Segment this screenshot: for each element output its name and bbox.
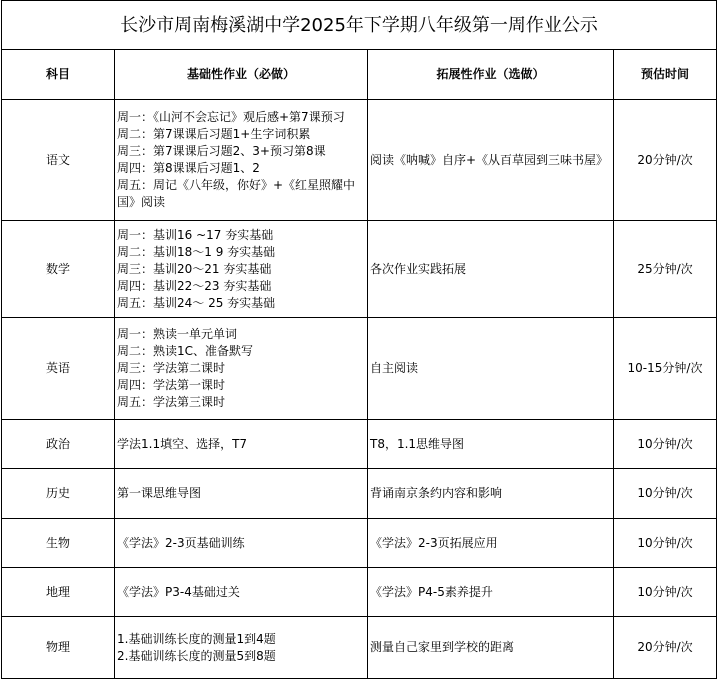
extension-cell: 测量自己家里到学校的距离 [368, 617, 614, 679]
subject-cell: 英语 [2, 318, 115, 420]
basic-line: 周五：学法第三课时 [117, 395, 226, 409]
basic-line: 第一课思维导图 [117, 486, 202, 500]
basic-cell [115, 318, 368, 420]
basic-line: 《学法》2-3页基础训练 [117, 535, 245, 550]
basic-cell [115, 617, 368, 679]
time-cell: 10分钟/次 [614, 568, 717, 617]
extension-cell: 阅读《呐喊》自序+《从百草园到三味书屋》 [368, 100, 614, 221]
header-time: 预估时间 [614, 50, 717, 100]
subject-cell: 物理 [2, 617, 115, 679]
header-row [2, 50, 717, 100]
time-cell: 20分钟/次 [614, 100, 717, 221]
table-row [2, 420, 717, 469]
extension-cell: 《学法》2-3页拓展应用 [368, 519, 614, 568]
table-row [2, 568, 717, 617]
title-row [2, 1, 717, 50]
subject-cell: 数学 [2, 221, 115, 318]
basic-cell [115, 568, 368, 617]
basic-line: 周四：学法第一课时 [117, 378, 226, 392]
subject-cell: 语文 [2, 100, 115, 221]
basic-line: 1.基础训练长度的测量1到4题 [117, 631, 276, 646]
basic-line: 周二：基训18～1 9 夯实基础 [117, 244, 276, 259]
header-basic: 基础性作业（必做） [115, 50, 368, 100]
time-cell: 10-15分钟/次 [614, 318, 717, 420]
time-cell: 10分钟/次 [614, 469, 717, 519]
time-cell: 10分钟/次 [614, 420, 717, 469]
basic-line: 周二：第7课课后习题1+生字词积累 [117, 127, 311, 141]
subject-cell: 历史 [2, 469, 115, 519]
basic-line: 周三：基训20～21 夯实基础 [117, 261, 272, 276]
basic-line: 周四：基训22～23 夯实基础 [117, 278, 272, 293]
table-row [2, 100, 717, 221]
basic-cell [115, 100, 368, 221]
extension-cell: 各次作业实践拓展 [368, 221, 614, 318]
basic-cell [115, 420, 368, 469]
basic-line: 周三：第7课课后习题2、3+预习第8课 [117, 144, 326, 158]
subject-cell: 地理 [2, 568, 115, 617]
subject-cell: 政治 [2, 420, 115, 469]
table-row [2, 469, 717, 519]
homework-table [1, 0, 717, 679]
page-title: 长沙市周南梅溪湖中学2025年下学期八年级第一周作业公示 [2, 1, 717, 50]
header-extension: 拓展性作业（选做） [368, 50, 614, 100]
extension-cell: 背诵南京条约内容和影响 [368, 469, 614, 519]
extension-cell: 《学法》P4-5素养提升 [368, 568, 614, 617]
basic-cell [115, 221, 368, 318]
basic-line: 周三：学法第二课时 [117, 361, 226, 375]
basic-line: 周五：基训24～ 25 夯实基础 [117, 295, 276, 310]
basic-line: 周一：《山河不会忘记》观后感+第7课预习 [117, 110, 345, 124]
basic-line: 周二：熟读1C、准备默写 [117, 344, 254, 358]
table-row [2, 221, 717, 318]
basic-line: 2.基础训练长度的测量5到8题 [117, 648, 276, 663]
basic-cell [115, 519, 368, 568]
extension-cell: T8，1.1思维导图 [368, 420, 614, 469]
basic-line: 周四：第8课课后习题1、2 [117, 161, 260, 175]
table-row [2, 318, 717, 420]
time-cell: 10分钟/次 [614, 519, 717, 568]
table-row [2, 617, 717, 679]
table-row [2, 519, 717, 568]
basic-line: 《学法》P3-4基础过关 [117, 584, 240, 599]
header-subject: 科目 [2, 50, 115, 100]
time-cell: 20分钟/次 [614, 617, 717, 679]
extension-cell: 自主阅读 [368, 318, 614, 420]
basic-line: 周一：基训16 ~17 夯实基础 [117, 227, 274, 242]
basic-line: 周一：熟读一单元单词 [117, 327, 238, 341]
basic-line: 学法1.1填空、选择，T7 [117, 436, 248, 451]
basic-line: 周五：周记《八年级，你好》+《红星照耀中国》阅读 [117, 178, 356, 209]
time-cell: 25分钟/次 [614, 221, 717, 318]
basic-cell [115, 469, 368, 519]
subject-cell: 生物 [2, 519, 115, 568]
